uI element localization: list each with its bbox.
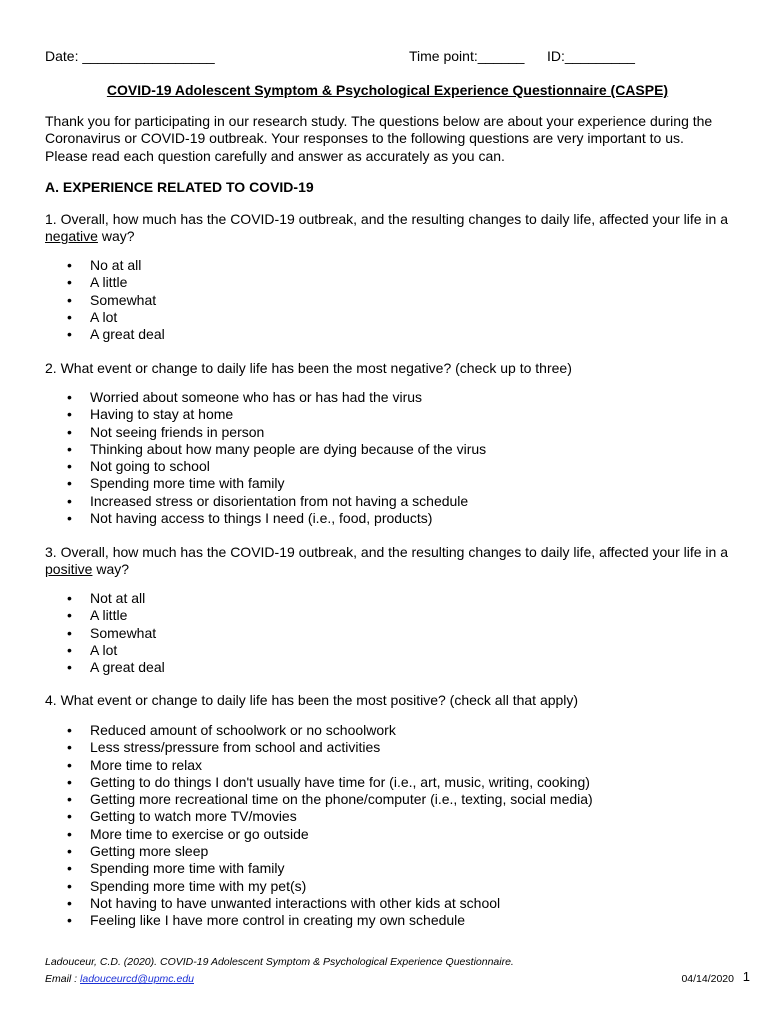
page-title: COVID-19 Adolescent Symptom & Psychological Experience Questionnaire (CASPE): [106, 82, 669, 98]
bullet-icon: •: [67, 624, 72, 641]
answer-option[interactable]: [67, 659, 165, 676]
section-heading: A. EXPERIENCE RELATED TO COVID-19: [45, 179, 314, 195]
answer-option-label: Feeling like I have more control in creating my own schedule: [90, 912, 466, 929]
bullet-icon: •: [67, 475, 72, 492]
bullet-icon: •: [67, 877, 72, 894]
answer-option-label: Getting to watch more TV/movies: [90, 808, 297, 825]
answer-option-label: Somewhat: [90, 624, 157, 641]
bullet-icon: •: [67, 406, 72, 423]
answer-option-label: Getting to do things I don't usually have time for (i.e., art, music, writing, cooking): [90, 773, 590, 790]
answer-option[interactable]: [67, 739, 593, 756]
answer-option-label: A little: [90, 274, 128, 291]
answer-option-label: Not having to have unwanted interactions with other kids at school: [90, 894, 501, 911]
answer-option[interactable]: [67, 389, 486, 406]
footer-date: 04/14/2020: [681, 973, 734, 985]
bullet-icon: •: [67, 326, 72, 343]
question-1-prefix: 1. Overall, how much has the COVID-19 outbreak, and the resulting changes to daily life, affected your life in a: [45, 211, 729, 227]
answer-option-label: Spending more time with family: [90, 860, 285, 877]
bullet-icon: •: [67, 274, 72, 291]
answer-option[interactable]: [67, 274, 165, 291]
answer-option-label: Not seeing friends in person: [90, 423, 265, 440]
bullet-icon: •: [67, 860, 72, 877]
timepoint-field[interactable]: Time point:______: [409, 48, 525, 64]
answer-option[interactable]: [67, 607, 165, 624]
answer-option[interactable]: [67, 912, 593, 929]
bullet-icon: •: [67, 308, 72, 325]
page-number: 1: [742, 969, 750, 984]
answer-option-label: Worried about someone who has or has had the virus: [90, 389, 423, 405]
answer-option-label: A lot: [90, 641, 118, 658]
bullet-icon: •: [67, 773, 72, 790]
answer-option[interactable]: [67, 826, 593, 843]
question-3-options: [67, 590, 165, 676]
bullet-icon: •: [67, 843, 72, 860]
answer-option[interactable]: [67, 292, 165, 309]
answer-option-label: Thinking about how many people are dying because of the virus: [90, 440, 487, 457]
answer-option-label: Reduced amount of schoolwork or no schoolwork: [90, 722, 396, 738]
answer-option[interactable]: [67, 895, 593, 912]
question-2: 2. What event or change to daily life has been the most negative? (check up to three): [45, 360, 572, 376]
bullet-icon: •: [67, 659, 72, 676]
answer-option[interactable]: [67, 774, 593, 791]
answer-option[interactable]: [67, 757, 593, 774]
bullet-icon: •: [67, 894, 72, 911]
bullet-icon: •: [67, 492, 72, 509]
answer-option[interactable]: [67, 458, 486, 475]
question-2-options: [67, 389, 486, 527]
bullet-icon: •: [67, 257, 72, 273]
answer-option[interactable]: [67, 642, 165, 659]
bullet-icon: •: [67, 825, 72, 842]
bullet-icon: •: [67, 590, 72, 606]
question-3: [45, 544, 730, 579]
question-4-options: [67, 722, 593, 930]
answer-option-label: Spending more time with my pet(s): [90, 877, 307, 894]
answer-option-label: A great deal: [90, 659, 165, 676]
answer-option[interactable]: [67, 590, 165, 607]
answer-option-label: Getting more sleep: [90, 843, 209, 860]
answer-option-label: A great deal: [90, 326, 165, 343]
answer-option[interactable]: [67, 510, 486, 527]
date-field[interactable]: Date: _________________: [45, 48, 215, 64]
bullet-icon: •: [67, 423, 72, 440]
footer-email-label: Email :: [45, 973, 81, 985]
question-3-emphasis: positive: [45, 561, 93, 578]
question-1: [45, 211, 730, 246]
bullet-icon: •: [67, 791, 72, 808]
question-3-prefix: 3. Overall, how much has the COVID-19 outbreak, and the resulting changes to daily life, affected your life in a: [45, 544, 729, 560]
footer-citation: Ladouceur, C.D. (2020). COVID-19 Adolescent Symptom & Psychological Experience Questionnaire.: [45, 956, 514, 968]
bullet-icon: •: [67, 440, 72, 457]
question-1-emphasis: negative: [45, 228, 98, 245]
email-link[interactable]: ladouceurcd@upmc.edu: [80, 973, 194, 985]
bullet-icon: •: [67, 641, 72, 658]
answer-option-label: Increased stress or disorientation from not having a schedule: [90, 492, 469, 509]
answer-option-label: Less stress/pressure from school and activities: [90, 739, 381, 756]
questionnaire-page: [45, 0, 730, 1024]
bullet-icon: •: [67, 912, 72, 929]
bullet-icon: •: [67, 756, 72, 773]
bullet-icon: •: [67, 739, 72, 756]
answer-option-label: Getting more recreational time on the phone/computer (i.e., texting, social media): [90, 791, 593, 808]
answer-option[interactable]: [67, 791, 593, 808]
answer-option[interactable]: [67, 860, 593, 877]
answer-option-label: Not going to school: [90, 458, 210, 475]
footer-email: [45, 972, 194, 986]
answer-option[interactable]: [67, 625, 165, 642]
id-field[interactable]: ID:_________: [547, 48, 635, 64]
answer-option-label: No at all: [90, 257, 142, 273]
bullet-icon: •: [67, 389, 72, 405]
intro-paragraph: Thank you for participating in our research study. The questions below are about your experience during the Coronavirus or COVID-19 outbreak. Your responses to the following questions are very important to us. Please read each question carefully and answer as accurately as you can.: [45, 113, 713, 164]
answer-option[interactable]: [67, 441, 486, 458]
question-4: 4. What event or change to daily life has been the most positive? (check all that apply): [45, 692, 579, 708]
answer-option-label: A little: [90, 607, 128, 624]
answer-option[interactable]: [67, 808, 593, 825]
answer-option[interactable]: [67, 257, 165, 274]
bullet-icon: •: [67, 607, 72, 624]
bullet-icon: •: [67, 808, 72, 825]
answer-option[interactable]: [67, 722, 593, 739]
bullet-icon: •: [67, 458, 72, 475]
answer-option[interactable]: [67, 475, 486, 492]
question-3-suffix: way?: [92, 561, 130, 578]
bullet-icon: •: [67, 510, 72, 527]
answer-option-label: More time to exercise or go outside: [90, 825, 309, 842]
answer-option-label: Not having access to things I need (i.e., food, products): [90, 510, 433, 527]
answer-option-label: Having to stay at home: [90, 406, 234, 423]
answer-option[interactable]: [67, 326, 165, 343]
question-1-options: [67, 257, 165, 343]
header-fields: [45, 47, 730, 65]
answer-option-label: Not at all: [90, 590, 146, 606]
bullet-icon: •: [67, 291, 72, 308]
answer-option[interactable]: [67, 406, 486, 423]
answer-option[interactable]: [67, 878, 593, 895]
answer-option-label: More time to relax: [90, 756, 203, 773]
answer-option[interactable]: [67, 493, 486, 510]
answer-option[interactable]: [67, 424, 486, 441]
answer-option[interactable]: [67, 843, 593, 860]
answer-option-label: A lot: [90, 308, 118, 325]
question-1-suffix: way?: [97, 228, 135, 245]
answer-option[interactable]: [67, 309, 165, 326]
answer-option-label: Spending more time with family: [90, 475, 285, 492]
answer-option-label: Somewhat: [90, 291, 157, 308]
bullet-icon: •: [67, 722, 72, 738]
